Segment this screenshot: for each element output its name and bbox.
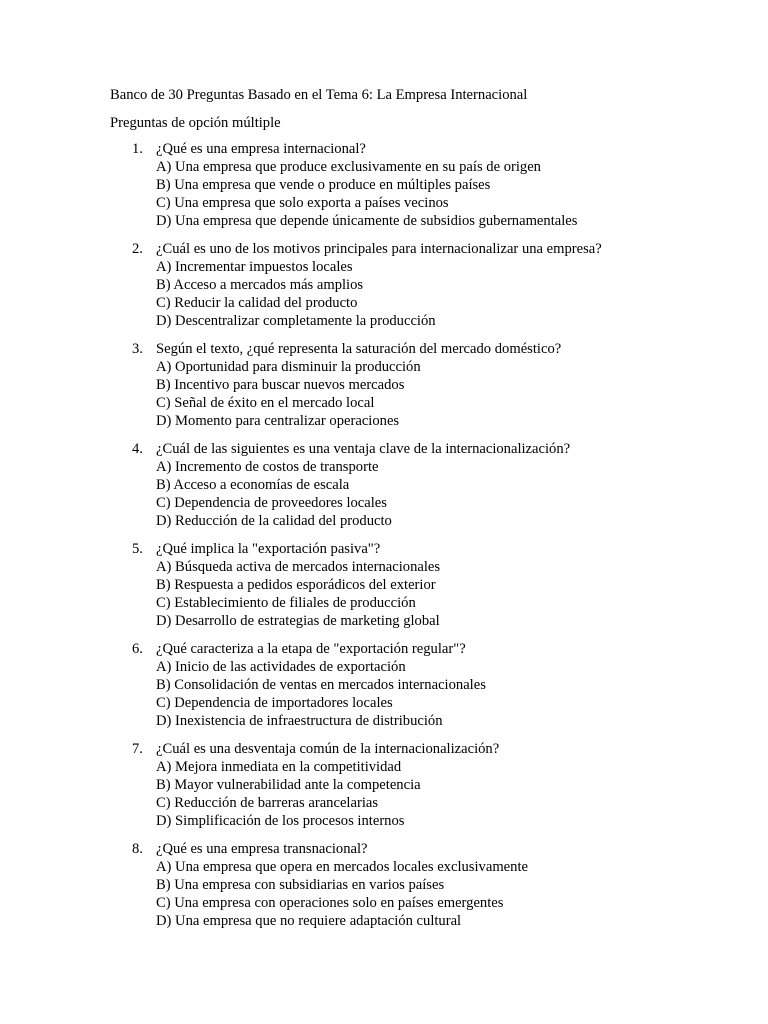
question-5 [110, 540, 730, 630]
question-8 [110, 840, 730, 930]
question-text: ¿Qué es una empresa transnacional? [156, 841, 368, 857]
option-b: B) Respuesta a pedidos esporádicos del exterior [156, 577, 436, 593]
question-1 [110, 140, 730, 230]
question-number: 3. [132, 341, 143, 357]
option-a: A) Una empresa que produce exclusivamente en su país de origen [156, 159, 541, 175]
option-c: C) Una empresa con operaciones solo en países emergentes [156, 895, 504, 911]
question-text: ¿Qué es una empresa internacional? [156, 141, 366, 157]
option-b: B) Acceso a economías de escala [156, 477, 350, 493]
option-d: D) Una empresa que no requiere adaptación cultural [156, 913, 462, 929]
question-text: ¿Qué caracteriza a la etapa de "exportación regular"? [156, 641, 466, 657]
option-b: B) Mayor vulnerabilidad ante la competencia [156, 777, 421, 793]
option-c: C) Una empresa que solo exporta a países vecinos [156, 195, 449, 211]
option-c: C) Dependencia de proveedores locales [156, 495, 387, 511]
option-a: A) Mejora inmediata en la competitividad [156, 759, 402, 775]
question-number: 6. [132, 641, 143, 657]
option-d: D) Descentralizar completamente la producción [156, 313, 436, 329]
section-heading: Preguntas de opción múltiple [110, 115, 281, 131]
option-a: A) Oportunidad para disminuir la producción [156, 359, 421, 375]
question-2 [110, 240, 730, 330]
question-text: ¿Cuál es uno de los motivos principales para internacionalizar una empresa? [156, 241, 602, 257]
question-4 [110, 440, 730, 530]
document-title: Banco de 30 Preguntas Basado en el Tema 6: La Empresa Internacional [110, 87, 528, 103]
option-d: D) Desarrollo de estrategias de marketing global [156, 613, 440, 629]
option-a: A) Incremento de costos de transporte [156, 459, 379, 475]
question-number: 2. [132, 241, 143, 257]
option-a: A) Búsqueda activa de mercados internacionales [156, 559, 441, 575]
option-d: D) Momento para centralizar operaciones [156, 413, 400, 429]
option-c: C) Establecimiento de filiales de producción [156, 595, 416, 611]
option-c: C) Señal de éxito en el mercado local [156, 395, 375, 411]
option-d: D) Una empresa que depende únicamente de subsidios gubernamentales [156, 213, 578, 229]
option-b: B) Acceso a mercados más amplios [156, 277, 364, 293]
option-d: D) Inexistencia de infraestructura de distribución [156, 713, 443, 729]
question-3 [110, 340, 730, 430]
option-b: B) Incentivo para buscar nuevos mercados [156, 377, 405, 393]
question-text: ¿Qué implica la "exportación pasiva"? [156, 541, 381, 557]
option-c: C) Dependencia de importadores locales [156, 695, 393, 711]
question-number: 4. [132, 441, 143, 457]
question-number: 5. [132, 541, 143, 557]
question-list [110, 140, 730, 930]
question-text: Según el texto, ¿qué representa la saturación del mercado doméstico? [156, 341, 562, 357]
question-6 [110, 640, 730, 730]
question-number: 7. [132, 741, 143, 757]
option-b: B) Una empresa que vende o produce en múltiples países [156, 177, 491, 193]
option-b: B) Consolidación de ventas en mercados internacionales [156, 677, 486, 693]
option-d: D) Simplificación de los procesos internos [156, 813, 405, 829]
option-a: A) Incrementar impuestos locales [156, 259, 353, 275]
option-c: C) Reducir la calidad del producto [156, 295, 358, 311]
option-a: A) Una empresa que opera en mercados locales exclusivamente [156, 859, 528, 875]
question-number: 8. [132, 841, 143, 857]
document-page [110, 84, 730, 940]
option-b: B) Una empresa con subsidiarias en varios países [156, 877, 445, 893]
option-a: A) Inicio de las actividades de exportación [156, 659, 406, 675]
question-number: 1. [132, 141, 143, 157]
option-c: C) Reducción de barreras arancelarias [156, 795, 379, 811]
question-7 [110, 740, 730, 830]
option-d: D) Reducción de la calidad del producto [156, 513, 392, 529]
question-text: ¿Cuál de las siguientes es una ventaja clave de la internacionalización? [156, 441, 571, 457]
question-text: ¿Cuál es una desventaja común de la internacionalización? [156, 741, 500, 757]
